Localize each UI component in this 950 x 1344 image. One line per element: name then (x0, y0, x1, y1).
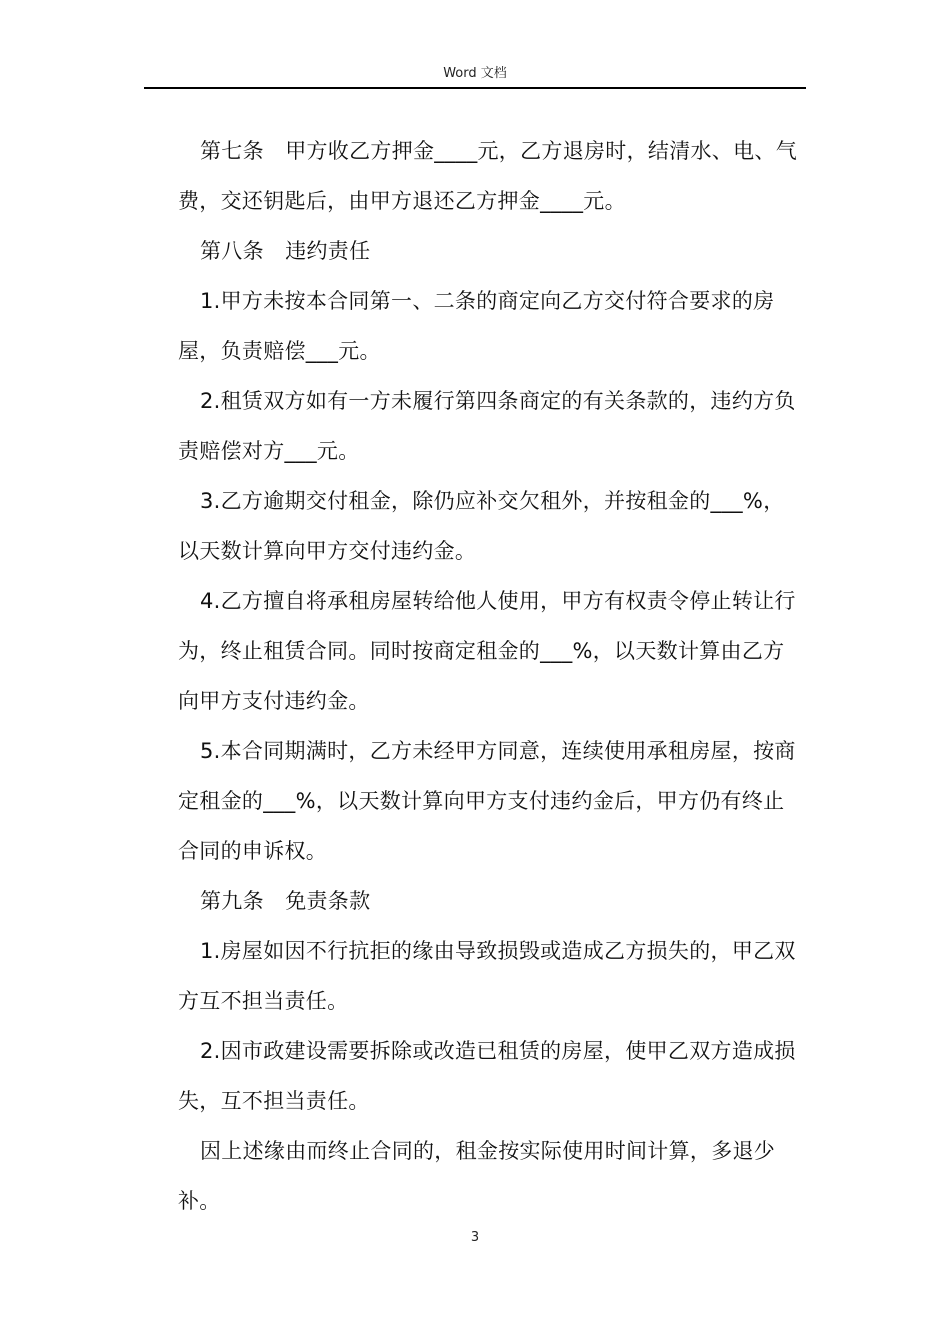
paragraph-article-9-closing: 因上述缘由而终止合同的，租金按实际使用时间计算，多退少补。 (178, 1139, 776, 1213)
header-divider (144, 87, 806, 89)
paragraph-article-9-item-1: 1.房屋如因不行抗拒的缘由导致损毁或造成乙方损失的，甲乙双方互不担当责任。 (178, 939, 796, 1013)
paragraph-article-7: 第七条 甲方收乙方押金____元，乙方退房时，结清水、电、气费，交还钥匙后，由甲方退还乙方押金____元。 (178, 139, 797, 213)
paragraph-article-8-item-3: 3.乙方逾期交付租金，除仍应补交欠租外，并按租金的___%，以天数计算向甲方交付违约金。 (178, 489, 785, 563)
heading-article-9: 第九条 免责条款 (200, 889, 371, 913)
document-body (178, 126, 802, 1226)
document-header-title: Word 文档 (443, 66, 507, 81)
page-number: 3 (470, 1230, 480, 1245)
paragraph-article-8-item-1: 1.甲方未按本合同第一、二条的商定向乙方交付符合要求的房屋，负责赔偿___元。 (178, 289, 775, 363)
paragraph-article-8-item-2: 2.租赁双方如有一方未履行第四条商定的有关条款的，违约方负责赔偿对方___元。 (178, 389, 796, 463)
paragraph-article-8-item-5: 5.本合同期满时，乙方未经甲方同意，连续使用承租房屋，按商定租金的___%，以天数计算向甲方支付违约金后，甲方仍有终止合同的申诉权。 (178, 739, 796, 863)
paragraph-article-9-item-2: 2.因市政建设需要拆除或改造已租赁的房屋，使甲乙双方造成损失，互不担当责任。 (178, 1039, 796, 1113)
paragraph-article-8-item-4: 4.乙方擅自将承租房屋转给他人使用，甲方有权责令停止转让行为，终止租赁合同。同时按商定租金的___%，以天数计算由乙方向甲方支付违约金。 (178, 589, 796, 713)
heading-article-8: 第八条 违约责任 (200, 239, 371, 263)
